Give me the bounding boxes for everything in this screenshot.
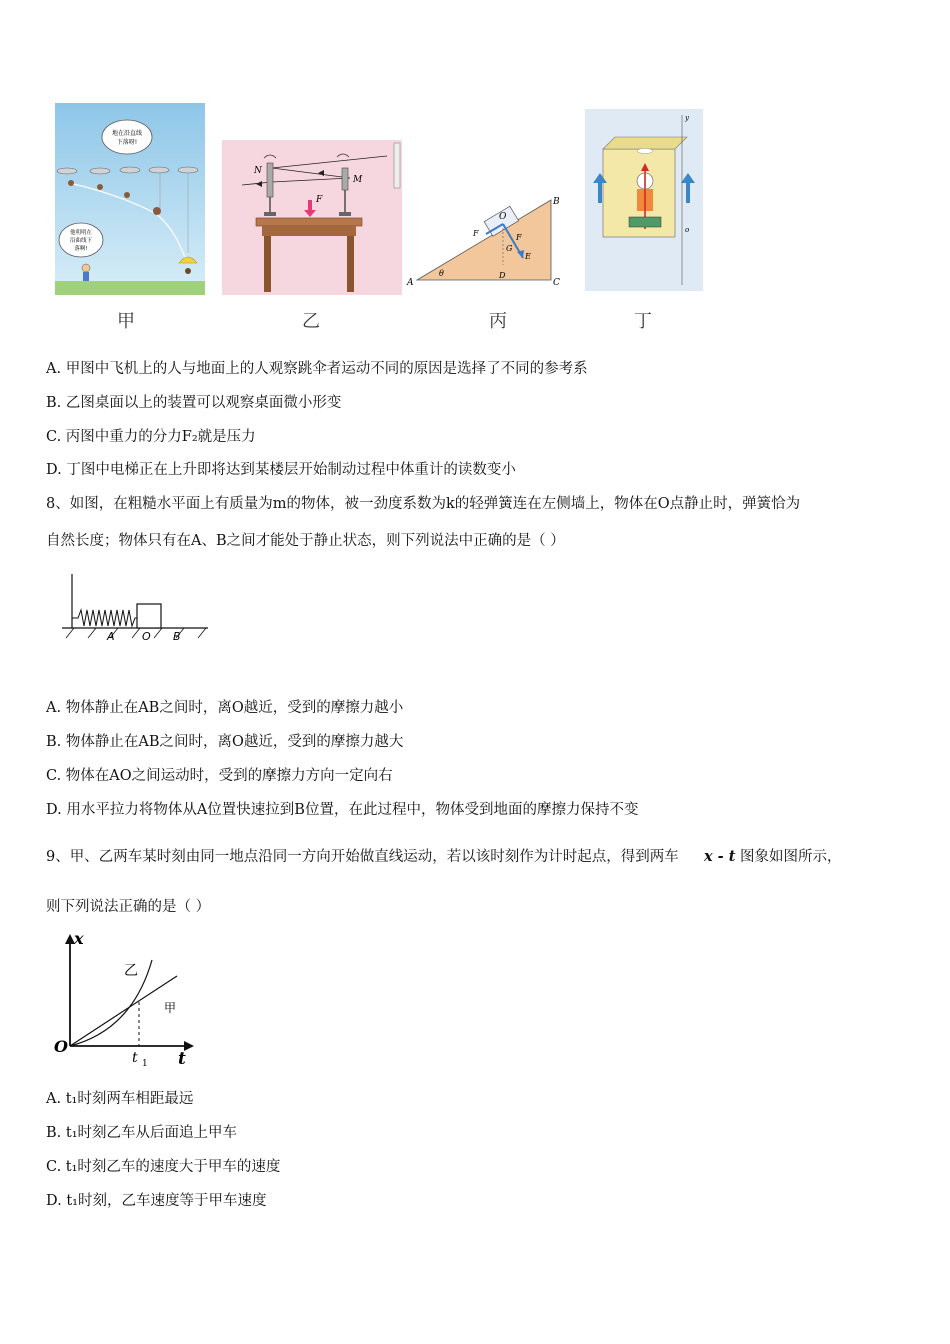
q8-option-c: C. 物体在AO之间运动时，受到的摩擦力方向一定向右: [46, 768, 393, 784]
axis-y-label: y: [685, 114, 689, 122]
bubble-bottom-line1: 他明明在: [69, 230, 93, 236]
q9-xt-graph: [52, 930, 197, 1070]
graph-t1-subscript: 1: [142, 1059, 148, 1069]
bubble-top-line2: 下落呀!: [116, 139, 138, 146]
q7-option-b: B. 乙图桌面以上的装置可以观察桌面微小形变: [46, 395, 342, 411]
bubble-top-line1: 地在沿直线: [111, 130, 143, 137]
q9-stem-line2: 则下列说法正确的是（ ）: [46, 899, 211, 915]
angle-theta: θ: [439, 269, 444, 278]
curve-yi-label: 乙: [124, 963, 138, 979]
q9-option-b: B. t₁时刻乙车从后面追上甲车: [46, 1125, 238, 1141]
figure-yi-label: 乙: [302, 311, 320, 332]
q9-option-a: A. t₁时刻两车相距最远: [46, 1091, 194, 1107]
q9-stem-text: 9、甲、乙两车某时刻由同一地点沿同一方向开始做直线运动，若以该时刻作为计时起点，得到两车: [46, 849, 679, 865]
label-F: F: [316, 195, 323, 205]
q9-option-d: D. t₁时刻，乙车速度等于甲车速度: [46, 1193, 267, 1209]
q8-stem-line1: 8、如图，在粗糙水平面上有质量为m的物体，被一劲度系数为k的轻弹簧连在左侧墙上，物体在O点静止时，弹簧恰为: [46, 496, 801, 512]
elevator-illustration: [585, 109, 703, 291]
force-G: G: [506, 244, 513, 253]
q8-stem-line2: 自然长度；物体只有在A、B之间才能处于静止状态，则下列说法中正确的是（ ）: [46, 533, 565, 549]
label-N: N: [254, 166, 262, 176]
point-C: C: [553, 278, 560, 288]
bubble-bottom-line3: 落啊!: [74, 246, 88, 252]
label-M: M: [353, 175, 363, 185]
figure-bing-label: 丙: [489, 311, 507, 332]
graph-t1-label: t: [132, 1050, 138, 1066]
point-E: E: [525, 252, 531, 261]
point-A: A: [407, 278, 414, 288]
q9-xt-label: x - t: [703, 848, 736, 865]
table-deformation-illustration: [222, 140, 402, 295]
label-O: O: [142, 630, 151, 643]
spring-block-diagram: [58, 570, 218, 648]
q9-stem-line1: [46, 847, 842, 867]
figure-ding-label: 丁: [634, 311, 652, 332]
graph-t-label: t: [178, 1049, 186, 1069]
point-B: B: [553, 197, 560, 207]
q7-option-c: C. 丙图中重力的分力F₂就是压力: [46, 429, 256, 445]
graph-x-label: x: [74, 930, 84, 948]
q7-option-a: A. 甲图中飞机上的人与地面上的人观察跳伞者运动不同的原因是选择了不同的参考系: [46, 361, 588, 377]
bubble-bottom-line2: 沿曲线下: [69, 238, 93, 244]
figure-jia-label: 甲: [117, 311, 135, 332]
skydiver-illustration: [55, 103, 205, 295]
figure-ding: [585, 109, 703, 291]
point-D: D: [499, 271, 506, 280]
label-A: A: [107, 630, 115, 643]
line-jia-label: 甲: [164, 1001, 177, 1015]
incline-forces-diagram: [403, 192, 568, 295]
q8-option-d: D. 用水平拉力将物体从A位置快速拉到B位置，在此过程中，物体受到地面的摩擦力保持不变: [46, 802, 639, 818]
point-O: O: [499, 212, 507, 222]
label-B: B: [173, 630, 181, 643]
axis-origin-label: o: [685, 226, 690, 234]
figure-jia: [55, 103, 205, 295]
q8-option-a: A. 物体静止在AB之间时，离O越近，受到的摩擦力越小: [46, 700, 404, 716]
force-F2: F: [516, 233, 522, 242]
q7-option-d: D. 丁图中电梯正在上升即将达到某楼层开始制动过程中体重计的读数变小: [46, 462, 516, 478]
xt-graph-svg: [52, 930, 197, 1070]
q9-stem-tail: 图象如图所示，: [740, 849, 842, 865]
figure-yi: [222, 140, 402, 295]
q8-spring-figure: [58, 570, 218, 648]
force-F1: F: [473, 229, 479, 238]
q9-option-c: C. t₁时刻乙车的速度大于甲车的速度: [46, 1159, 281, 1175]
figure-bing: [403, 192, 568, 295]
q8-option-b: B. 物体静止在AB之间时，离O越近，受到的摩擦力越大: [46, 734, 404, 750]
graph-origin-label: O: [54, 1037, 68, 1056]
